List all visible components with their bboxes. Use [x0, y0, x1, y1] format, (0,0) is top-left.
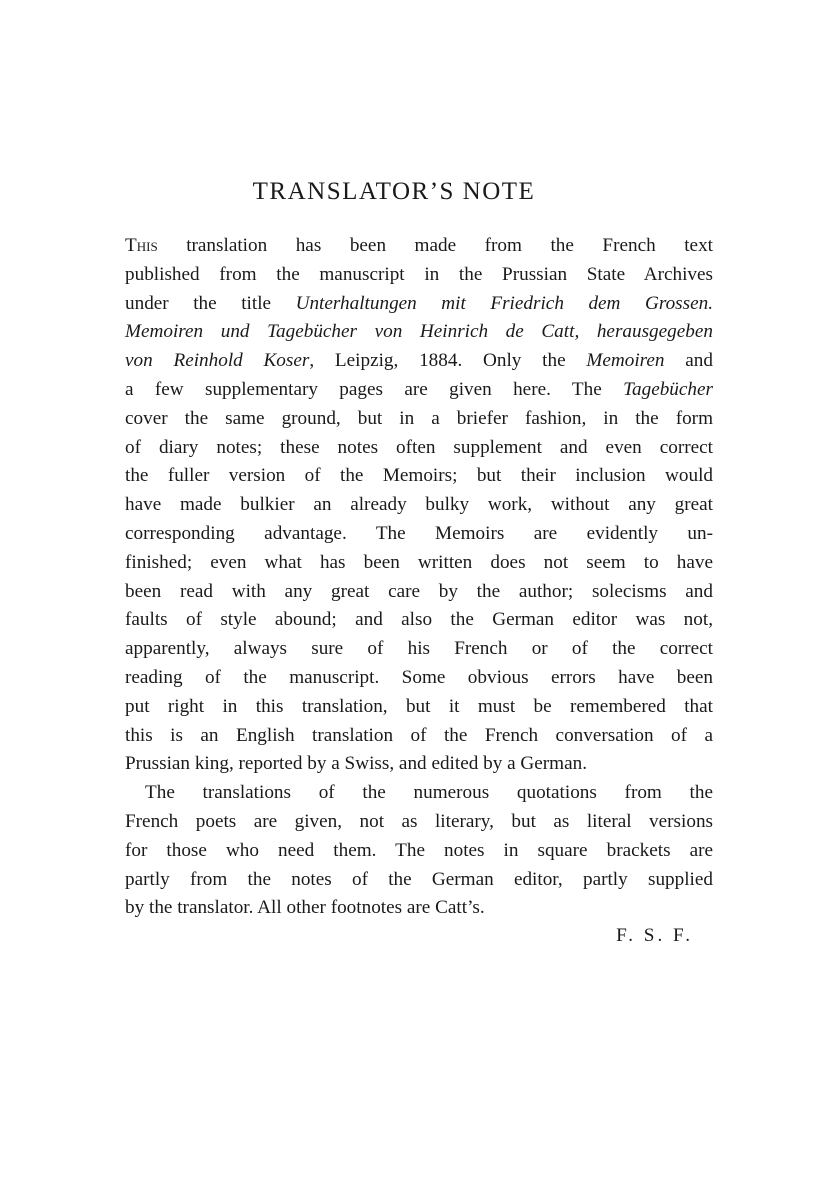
text-line: partly from the notes of the German editor, partly supplied: [125, 868, 713, 890]
translator-note-body: [125, 232, 713, 923]
text-line: have made bulkier an already bulky work, without any great: [125, 494, 713, 516]
text-line: cover the same ground, but in a briefer fashion, in the form: [125, 407, 713, 429]
text-line: This translation has been made from the French text: [125, 235, 713, 256]
german-title: Unterhaltungen mit Friedrich dem Grossen.: [295, 292, 714, 314]
text-line: finished; even what has been written does not seem to have: [125, 551, 713, 573]
text-line: apparently, always sure of his French or of the correct: [125, 638, 713, 660]
text-line: this is an English translation of the French conversation of a: [125, 724, 713, 746]
text-line: [125, 318, 713, 347]
von-reinhold-koser: von Reinhold Koser: [125, 350, 310, 372]
text-line: been read with any great care by the author; solecisms and: [125, 580, 713, 602]
text-line: corresponding advantage. The Memoirs are evidently un-: [125, 522, 713, 544]
memoiren-word: Memoiren: [586, 350, 665, 372]
german-title-continued: Memoiren und Tagebücher von Heinrich de Catt, herausgegeben: [125, 321, 713, 343]
text-line: by the translator. All other footnotes are Catt’s.: [125, 897, 485, 919]
text-line: The translations of the numerous quotations from the: [145, 782, 713, 804]
text-line: the fuller version of the Memoirs; but their inclusion would: [125, 465, 713, 487]
text-line: French poets are given, not as literary, but as literal versions: [125, 810, 713, 832]
text-line: Prussian king, reported by a Swiss, and edited by a German.: [125, 753, 588, 775]
text-line: for those who need them. The notes in square brackets are: [125, 839, 713, 861]
text-line: von Reinhold Koser, Leipzig, 1884. Only the Memoiren and: [125, 350, 713, 372]
text-line: faults of style abound; and also the German editor was not,: [125, 609, 713, 631]
text-line: of diary notes; these notes often supplement and even correct: [125, 436, 713, 458]
lead-word: This: [125, 235, 158, 256]
text-line: a few supplementary pages are given here. The Tagebücher: [125, 378, 713, 400]
text-line: reading of the manuscript. Some obvious errors have been: [125, 666, 713, 688]
tagebucher-word: Tagebücher: [623, 378, 713, 400]
text-line: put right in this translation, but it must be remembered that: [125, 695, 713, 717]
text-line: under the title Unterhaltungen mit Friedrich dem Grossen.: [125, 292, 714, 314]
text-line: published from the manuscript in the Prussian State Archives: [125, 263, 713, 285]
signature: F. S. F.: [616, 925, 693, 946]
page-title: TRANSLATOR’S NOTE: [252, 178, 536, 205]
